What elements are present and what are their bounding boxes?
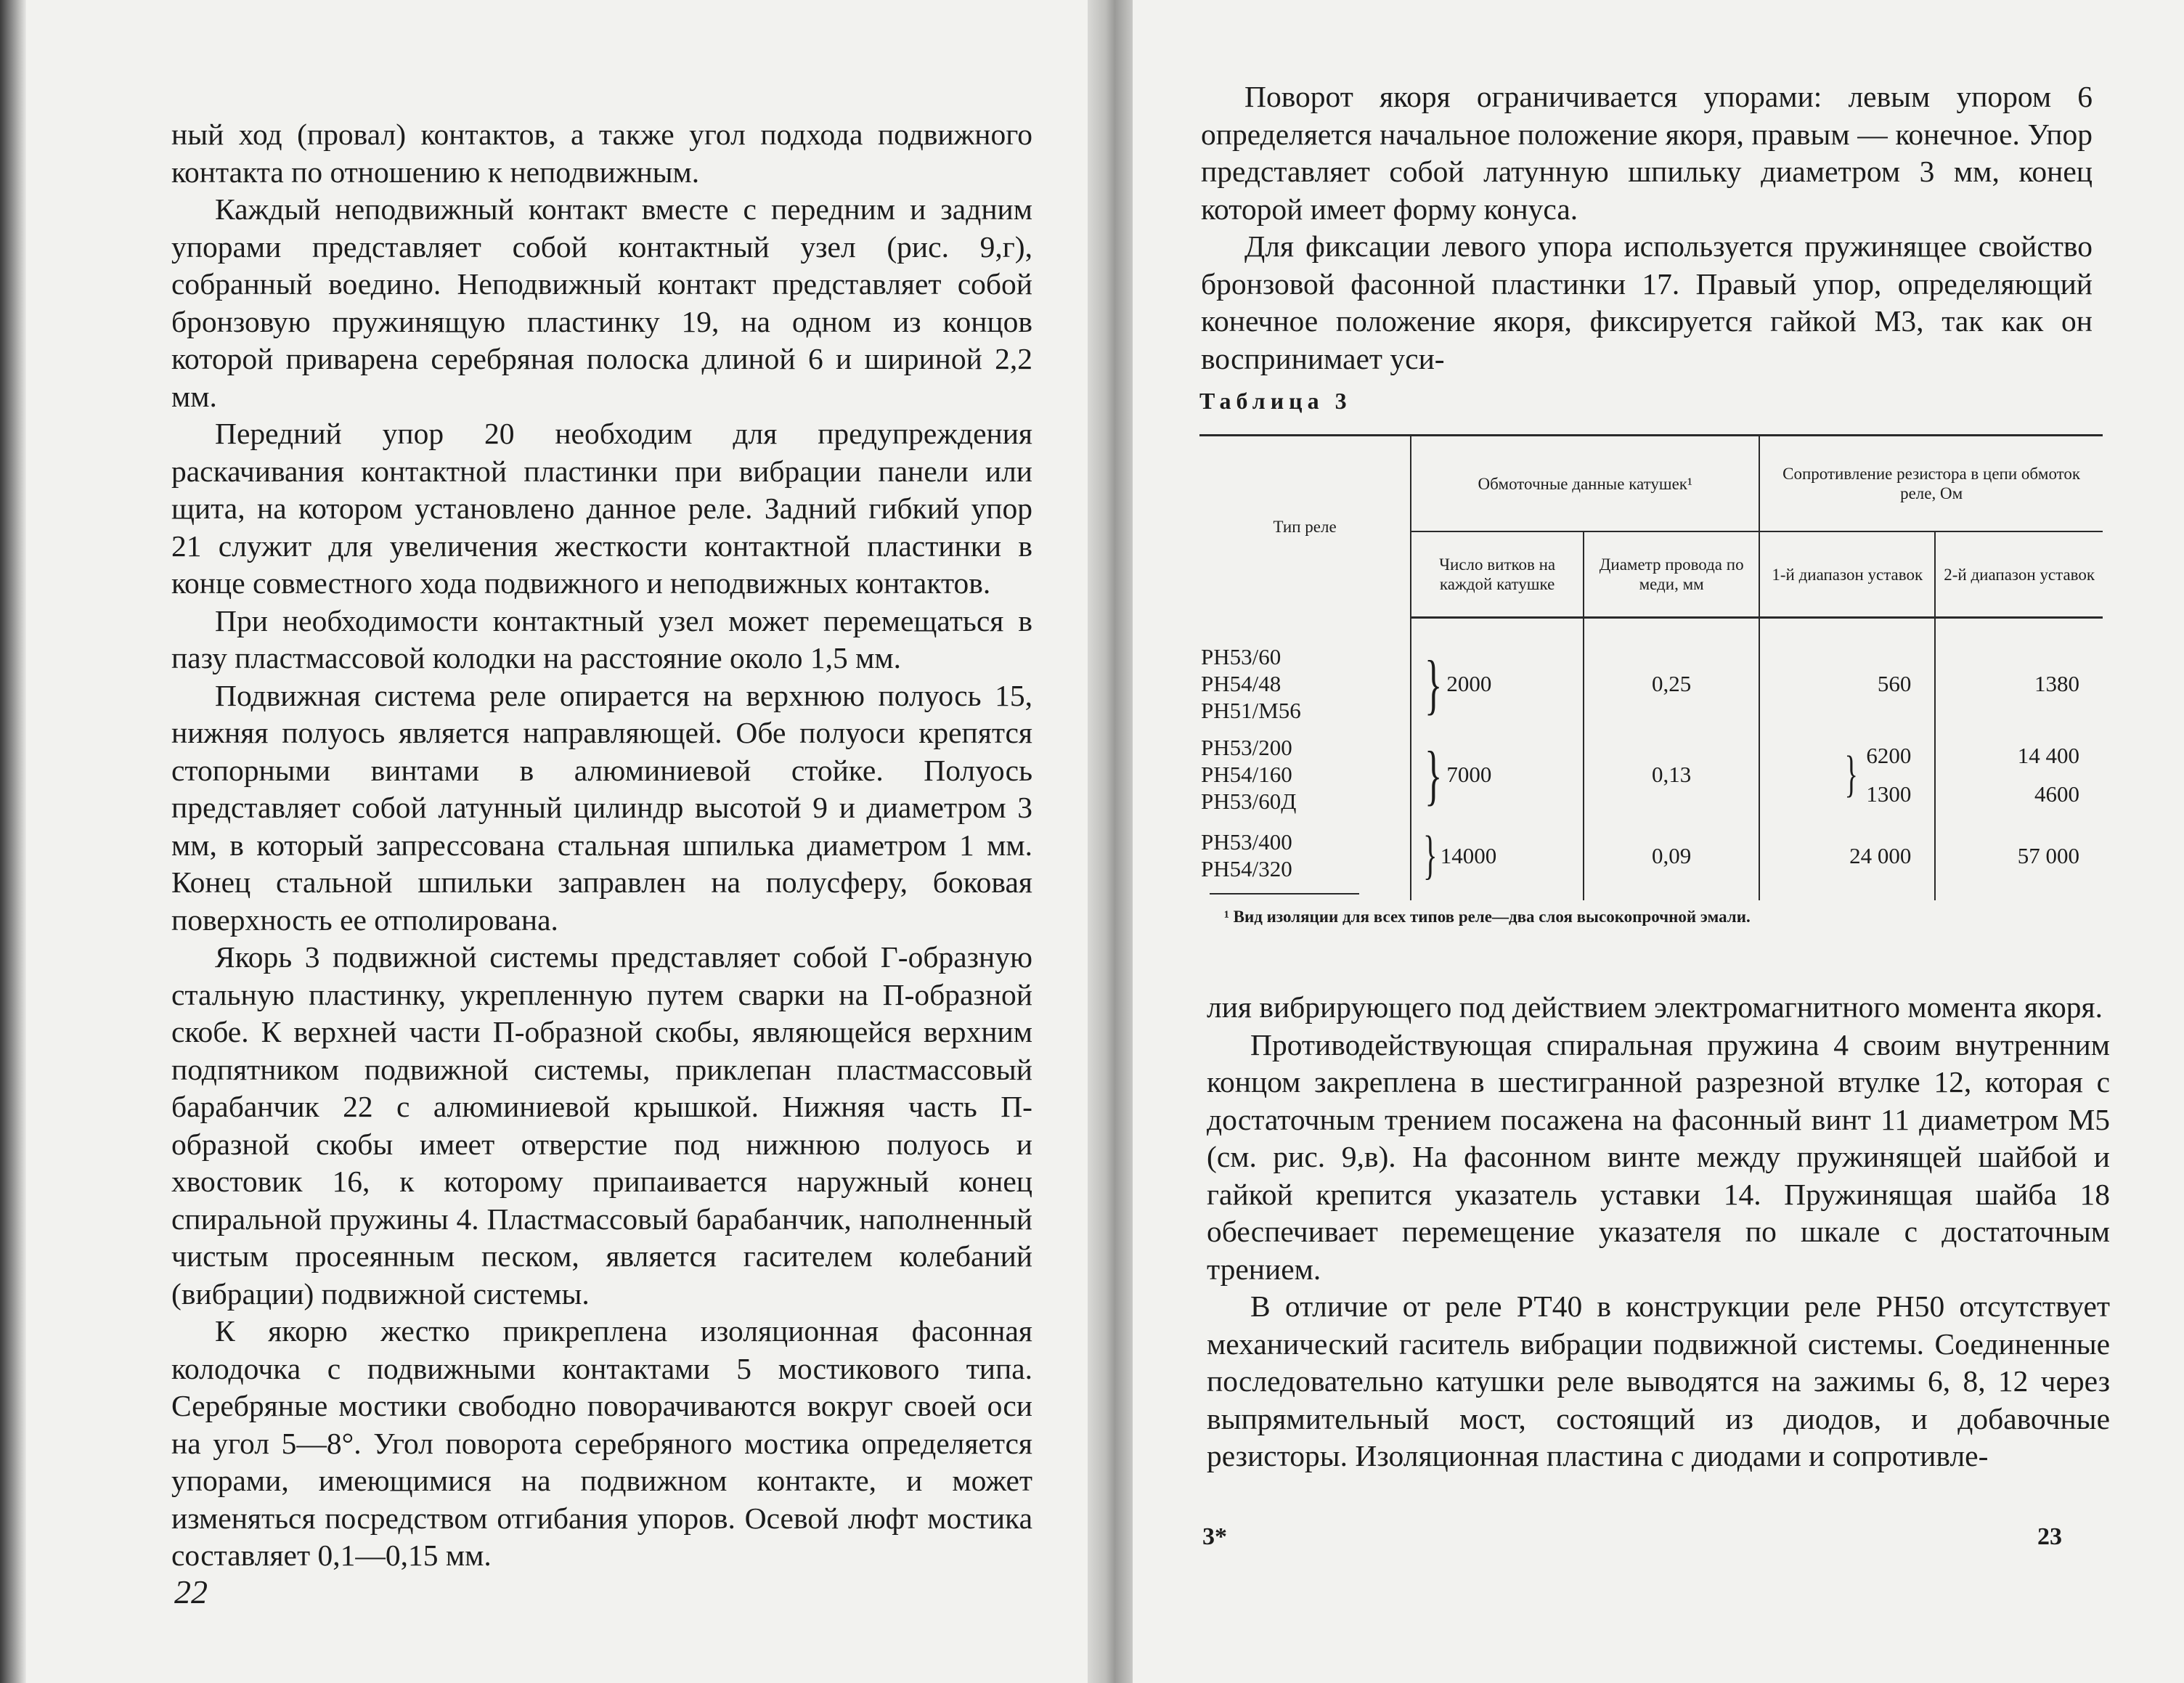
table-row — [1199, 815, 2103, 900]
paragraph: Каждый неподвижный контакт вместе с передним и задним упорами представляет собой контактный узел (рис. 9,г), собранный воедино. Неподвижный контакт представляет собой бронзовую пружинящую пластинку 19, на одном из концов которой приварена серебряная полоска длиной 6 и шириной 2,2 мм. — [171, 192, 1032, 413]
turns-value: 2000 — [1446, 671, 1492, 696]
paragraph: лия вибрирующего под действием электромагнитного момента якоря. — [1207, 990, 2103, 1024]
header-winding: Обмоточные данные катушек¹ — [1411, 436, 1759, 532]
turns-value: 14000 — [1440, 842, 1497, 868]
range2-value: 57 000 — [2017, 842, 2079, 868]
header-turns: Число витков на каждой катушке — [1411, 531, 1584, 618]
diameter-value: 0,13 — [1584, 724, 1759, 815]
table-row — [1199, 643, 2103, 724]
relay-type: РН54/160 — [1201, 762, 1292, 787]
range1-value: 560 — [1759, 643, 1935, 724]
paragraph: Для фиксации левого упора используется пружинящее свойство бронзовой фасонной пластинки 17. Правый упор, определяющий конечное положение якоря, фиксируется гайкой М3, так как он воспринимает уси- — [1201, 229, 2093, 375]
header-range1: 1-й диапазон уставок — [1759, 531, 1935, 618]
range1-value: 24 000 — [1759, 815, 1935, 900]
relay-type: РН51/М56 — [1201, 698, 1301, 723]
table-row — [1199, 724, 2103, 815]
table-caption: Таблица 3 — [1199, 388, 1352, 414]
right-text-column-top — [1201, 78, 2093, 378]
left-page — [0, 0, 1088, 1683]
turns-value: 7000 — [1446, 762, 1492, 787]
paragraph: Поворот якоря ограничивается упорами: левым упором 6 определяется начальное положение якоря, правым — конечное. Упор представляет собой латунную шпильку диаметром 3 мм, конец которой имеет форму конуса. — [1201, 80, 2093, 226]
relay-type: РН53/60Д — [1201, 788, 1297, 814]
right-text-column-bottom — [1207, 989, 2110, 1475]
table-footnote: ¹ Вид изоляции для всех типов реле—два слоя высокопрочной эмали. — [1224, 908, 1751, 926]
range1-value: 6200 — [1866, 742, 1912, 768]
range2-value: 4600 — [2034, 781, 2079, 807]
range2-value: 1380 — [2034, 671, 2079, 696]
left-text-column — [171, 116, 1032, 1575]
header-range2: 2-й диапазон уставок — [1935, 531, 2103, 618]
header-resistance: Сопротивление резистора в цепи обмоток реле, Ом — [1759, 436, 2103, 532]
range2-value: 14 400 — [2017, 742, 2079, 768]
diameter-value: 0,25 — [1584, 643, 1759, 724]
paragraph: При необходимости контактный узел может перемещаться в пазу пластмассовой колодки на расстояние около 1,5 мм. — [171, 603, 1032, 675]
brace-icon: } — [1425, 646, 1443, 721]
type-cell — [1199, 724, 1411, 815]
brace-icon: } — [1425, 737, 1443, 812]
diameter-value: 0,09 — [1584, 815, 1759, 900]
right-page — [1133, 0, 2184, 1683]
paragraph: К якорю жестко прикреплена изоляционная фасонная колодочка с подвижными контактами 5 мостикового типа. Серебряные мостики свободно поворачиваются вокруг своей оси на угол 5—8°. Угол поворота серебряного мостика определяется упорами, имеющимися на подвижном контакте, и может изменяться посредством отгибания упоров. Осевой люфт мостика составляет 0,1—0,15 мм. — [171, 1314, 1032, 1572]
header-type: Тип реле — [1199, 436, 1411, 618]
relay-type: РН53/400 — [1201, 829, 1292, 855]
paragraph: Подвижная система реле опирается на верхнюю полуось 15, нижняя полуось является направляющей. Обе полуоси крепятся стопорными винтами в алюминиевой стойке. Полуось представляет собой латунный цилиндр высотой 9 и диаметром 3 мм, в который запрессована стальная шпилька диаметром 1 мм. Конец стальной шпильки заправлен на полусферу, боковая поверхность ее отполирована. — [171, 678, 1032, 937]
relay-type: РН54/320 — [1201, 856, 1292, 881]
header-diameter: Диаметр провода по меди, мм — [1584, 531, 1759, 618]
brace-icon: } — [1844, 746, 1859, 802]
type-cell — [1199, 815, 1411, 900]
paragraph: Передний упор 20 необходим для предупреждения раскачивания контактной пластинки при вибрации панели или щита, на котором установлено данное реле. Задний гибкий упор 21 служит для увеличения жесткости контактной пластинки в конце совместного хода подвижного и неподвижных контактов. — [171, 417, 1032, 600]
relay-table — [1199, 434, 2103, 900]
footnote-rule — [1210, 893, 1359, 895]
book-gutter — [1088, 0, 1133, 1683]
printer-signature: 3* — [1202, 1523, 1227, 1550]
paragraph: ный ход (провал) контактов, а также угол подхода подвижного контакта по отношению к неподвижным. — [171, 118, 1032, 189]
type-cell — [1199, 643, 1411, 724]
paragraph: Якорь 3 подвижной системы представляет собой Г-образную стальную пластинку, укрепленную путем сварки на П-образной скобе. К верхней части П-образной скобы, являющейся верхним подпятником подвижной системы, приклепан пластмассовый барабанчик 22 с алюминиевой крышкой. Нижняя часть П-образной скобы имеет отверстие под нижнюю полуось и хвостовик 16, к которому припаивается наружный конец спиральной пружины 4. Пластмассовый барабанчик, наполненный чистым просеянным песком, является гасителем колебаний (вибрации) подвижной системы. — [171, 940, 1032, 1311]
page-number: 23 — [2037, 1523, 2062, 1550]
relay-type: РН53/200 — [1201, 735, 1292, 760]
paragraph: Противодействующая спиральная пружина 4 своим внутренним концом закреплена в шестигранной разрезной втулке 12, которая с достаточным трением посажена на фасонный винт 11 диаметром М5 (см. рис. 9,в). На фасонном винте между пружинящей шайбой и гайкой крепится указатель уставки 14. Пружинящая шайба 18 обеспечивает перемещение указателя по шкале с достаточным трением. — [1207, 1027, 2110, 1286]
page-number: 22 — [174, 1573, 208, 1610]
range1-value: 1300 — [1866, 781, 1912, 807]
paragraph: В отличие от реле РТ40 в конструкции реле РН50 отсутствует механический гаситель вибрации подвижной системы. Соединенные последовательно катушки реле выводятся на зажимы 6, 8, 12 через выпрямительный мост, состоящий из диодов, и добавочные резисторы. Изоляционная пластина с диодами и сопротивле- — [1207, 1289, 2110, 1472]
book-edge — [0, 0, 26, 1683]
relay-type: РН54/48 — [1201, 671, 1282, 696]
relay-type: РН53/60 — [1201, 644, 1282, 669]
brace-icon: } — [1423, 826, 1438, 885]
